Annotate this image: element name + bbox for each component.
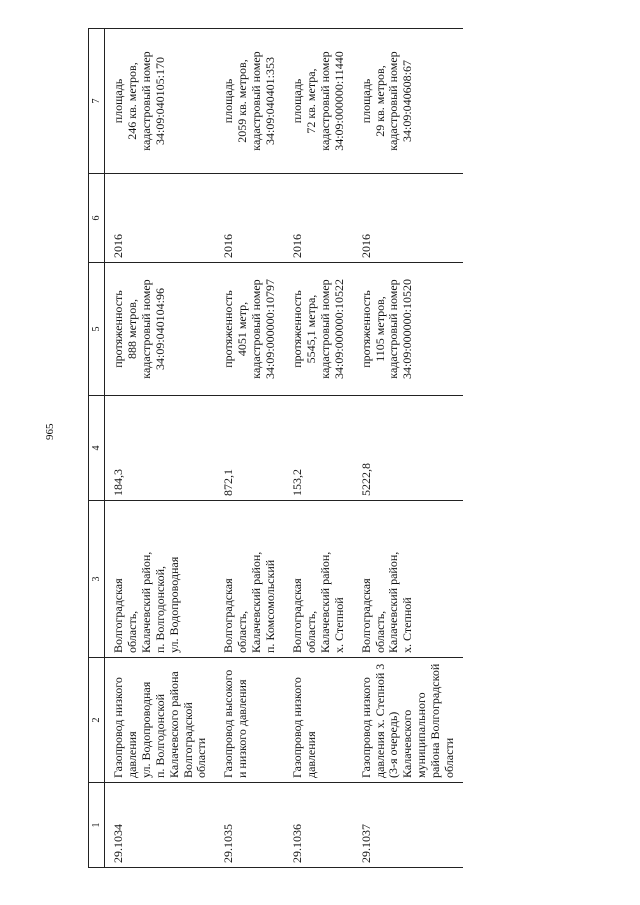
area-cell-line: площадь [289, 78, 304, 124]
object-name-cell-line: п. Волгодонской [152, 693, 167, 778]
area-cell-line: 246 кв. метров, [124, 62, 139, 140]
length-cell-line: протяженность [289, 290, 304, 368]
object-name-cell-line: муниципального [414, 692, 429, 778]
area-cell-line: площадь [221, 78, 236, 124]
length-cell-line: кадастровый номер [249, 279, 264, 379]
area-cell [105, 29, 216, 174]
address-cell-line: х. Степной [331, 597, 346, 653]
area-cell [284, 29, 353, 174]
address-cell-line: область, [372, 610, 387, 653]
area-cell-line: кадастровый номер [386, 51, 401, 151]
length-cell-line: протяженность [358, 290, 373, 368]
object-name-cell-line: Волгоградской [180, 702, 195, 778]
object-name-cell-line: давления [124, 731, 139, 778]
column-header-5: 5 [89, 263, 105, 396]
area-cell-line: площадь [358, 78, 373, 124]
object-name-cell-line: района Волгоградской [428, 663, 443, 778]
address-cell [284, 501, 353, 658]
table-row [284, 29, 353, 868]
column-header-4: 4 [89, 396, 105, 501]
registry-table-container [88, 36, 528, 868]
column-header-7: 7 [89, 29, 105, 174]
table-row [215, 29, 284, 868]
area-cell-line: 34:09:040105:170 [152, 57, 167, 146]
address-cell-line: Калачевский район, [138, 551, 153, 653]
column-header-3: 3 [89, 501, 105, 658]
year-cell: 2016 [353, 174, 463, 263]
length-cell [353, 263, 463, 396]
year-cell: 2016 [215, 174, 284, 263]
row-number-cell: 29.1035 [215, 783, 284, 868]
area-cell-line: 29 кв. метров, [372, 65, 387, 137]
address-cell [105, 501, 216, 658]
length-cell-line: 34:09:040104:96 [152, 288, 167, 371]
row-number-cell: 29.1036 [284, 783, 353, 868]
object-name-cell-line: и низкого давления [235, 679, 250, 778]
object-name-cell [284, 658, 353, 783]
object-name-cell-line: Газопровод высокого [221, 669, 236, 778]
address-cell-line: п. Комсомольский [263, 559, 278, 653]
value-cell: 184,3 [105, 396, 216, 501]
column-number-row [89, 29, 105, 868]
year-cell: 2016 [284, 174, 353, 263]
area-cell [353, 29, 463, 174]
address-cell-line: Волгоградская [111, 578, 125, 653]
length-cell-line: кадастровый номер [138, 279, 153, 379]
length-cell-line: 5545,1 метра, [303, 294, 318, 364]
address-cell-line: ул. Водопроводная [166, 556, 181, 653]
page-number: 965 [44, 423, 56, 440]
area-cell-line: кадастровый номер [317, 51, 332, 151]
object-name-cell-line: ул. Водопроводная [138, 681, 153, 778]
object-name-cell [215, 658, 284, 783]
address-cell-line: п. Волгодонской, [152, 565, 167, 653]
object-name-cell-line: Газопровод низкого [358, 677, 373, 778]
object-name-cell-line: Калачевского [400, 709, 415, 778]
column-header-6: 6 [89, 174, 105, 263]
value-cell: 153,2 [284, 396, 353, 501]
object-name-cell-line: Калачевского района [166, 671, 181, 778]
address-cell-line: Калачевский район, [317, 551, 332, 653]
registry-table [88, 28, 463, 868]
object-name-cell [353, 658, 463, 783]
address-cell-line: Волгоградская [289, 578, 304, 653]
table-row [105, 29, 216, 868]
area-cell-line: кадастровый номер [249, 51, 264, 151]
value-cell: 872,1 [215, 396, 284, 501]
column-header-1: 1 [89, 783, 105, 868]
area-cell-line: 34:09:000000:11440 [331, 51, 346, 151]
address-cell-line: Калачевский район, [249, 551, 264, 653]
length-cell-line: 888 метров, [124, 299, 139, 359]
object-name-cell-line: области [194, 737, 209, 778]
area-cell-line: площадь [111, 78, 125, 124]
area-cell-line: 34:09:040608:67 [400, 60, 415, 143]
address-cell-line: область, [235, 610, 250, 653]
length-cell-line: кадастровый номер [317, 279, 332, 379]
length-cell [284, 263, 353, 396]
table-row [353, 29, 463, 868]
length-cell-line: протяженность [111, 290, 125, 368]
address-cell-line: х. Степной [400, 597, 415, 653]
length-cell-line: кадастровый номер [386, 279, 401, 379]
object-name-cell-line: (3-я очередь) [386, 711, 401, 778]
address-cell-line: область, [303, 610, 318, 653]
length-cell-line: 34:09:000000:10520 [400, 279, 415, 380]
length-cell-line: 34:09:000000:10522 [331, 279, 346, 380]
object-name-cell-line: Газопровод низкого [289, 677, 304, 778]
area-cell [215, 29, 284, 174]
year-cell: 2016 [105, 174, 216, 263]
address-cell-line: область, [124, 610, 139, 653]
address-cell [215, 501, 284, 658]
length-cell-line: 34:09:000000:10797 [263, 279, 278, 380]
object-name-cell [105, 658, 216, 783]
row-number-cell: 29.1037 [353, 783, 463, 868]
address-cell-line: Волгоградская [221, 578, 236, 653]
object-name-cell-line: области [442, 737, 457, 778]
address-cell-line: Волгоградская [358, 578, 373, 653]
length-cell [105, 263, 216, 396]
length-cell [215, 263, 284, 396]
length-cell-line: 4051 метр, [235, 301, 250, 357]
area-cell-line: 2059 кв. метров, [235, 59, 250, 143]
address-cell-line: Калачевский район, [386, 551, 401, 653]
object-name-cell-line: давления х. Степной 3 [372, 663, 387, 778]
value-cell: 5222,8 [353, 396, 463, 501]
length-cell-line: 1105 метров, [372, 296, 387, 362]
length-cell-line: протяженность [221, 290, 236, 368]
address-cell [353, 501, 463, 658]
column-header-2: 2 [89, 658, 105, 783]
area-cell-line: 72 кв. метра, [303, 68, 318, 134]
area-cell-line: 34:09:040401:353 [263, 57, 278, 146]
row-number-cell: 29.1034 [105, 783, 216, 868]
area-cell-line: кадастровый номер [138, 51, 153, 151]
object-name-cell-line: давления [303, 731, 318, 778]
object-name-cell-line: Газопровод низкого [111, 677, 125, 778]
